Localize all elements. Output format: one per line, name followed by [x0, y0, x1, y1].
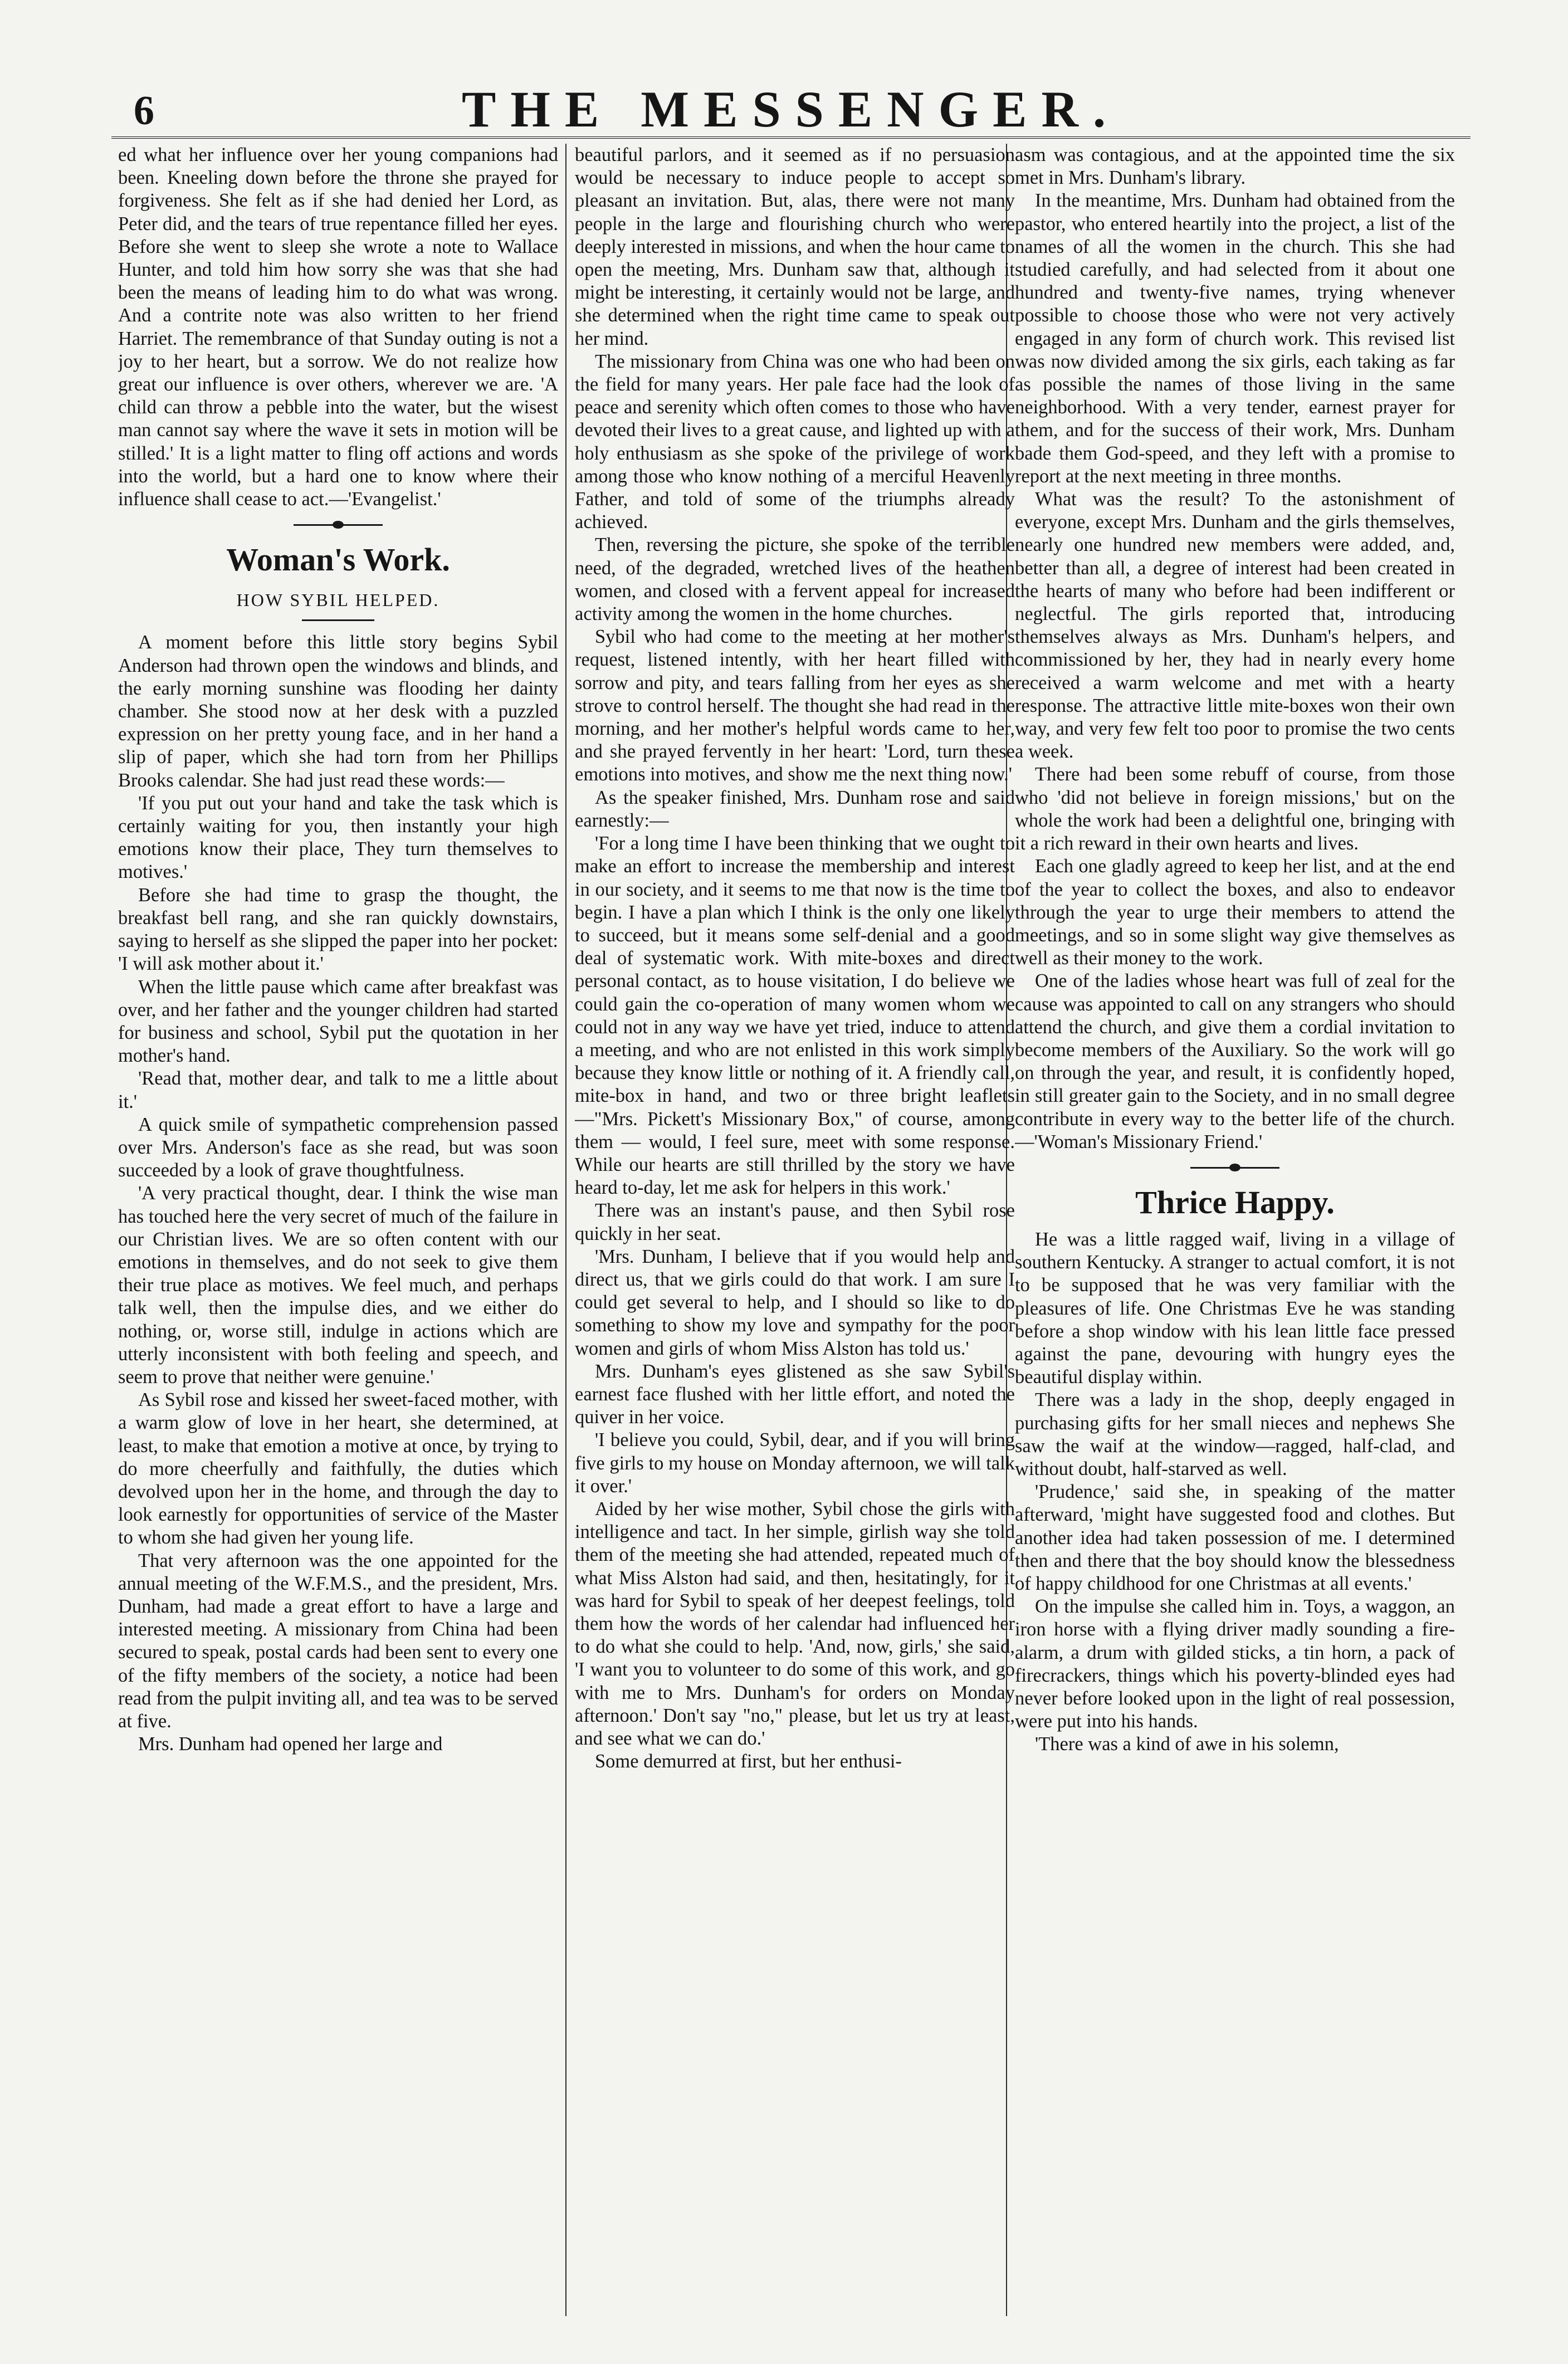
paragraph: When the little pause which came after breakfast was over, and her father and the younger children had started for business and school, Sybil put the quotation in her mother's hand.: [118, 976, 558, 1067]
paragraph: Aided by her wise mother, Sybil chose the girls with intelligence and tact. In her simple, girlish way she told them of the meeting she had attended, repeated much of what Miss Alston had said, and then, hesitatingly, for it was hard for Sybil to speak of her deepest feelings, told them how the words of her calendar had influenced her to do what she could to help. 'And, now, girls,' she said, 'I want you to volunteer to do some of this work, and go with me to Mrs. Dunham's for orders on Monday afternoon.' Don't say "no," please, but let us try at least, and see what we can do.': [575, 1498, 1015, 1750]
story-title: HOW SYBIL HELPED.: [236, 590, 440, 610]
ornamental-divider: [294, 521, 383, 529]
paragraph: What was the result? To the astonishment of everyone, except Mrs. Dunham and the girls themselves, nearly one hundred new members were added, and, better than all, a degree of interest had been created in the hearts of many who before had been indifferent or neglectful. The girls reported that, introducing themselves always as Mrs. Dunham's helpers, and commissioned by her, they had in nearly every home received a warm welcome and met with a hearty response. The attractive little mite-boxes won their own way, and very few felt too poor to promise the two cents a week.: [1015, 489, 1455, 763]
page-number: 6: [134, 88, 154, 134]
newspaper-title: THE MESSENGER.: [462, 81, 1120, 138]
paragraph: 'There was a kind of awe in his solemn,: [1035, 1733, 1339, 1755]
paragraph: There had been some rebuff of course, from those who 'did not believe in foreign missions,' but on the whole the work had been a delightful one, bringing with it a rich reward in their own hearts and lives.: [1015, 764, 1455, 854]
masthead: [111, 75, 1471, 139]
paragraph: He was a little ragged waif, living in a village of southern Kentucky. A stranger to actual comfort, it is not to be supposed that he was very familiar with the pleasures of life. One Christmas Eve he was standing before a shop window with his lean little face pressed against the pane, devouring with hungry eyes the beautiful display within.: [1015, 1228, 1455, 1388]
section-heading: Thrice Happy.: [1135, 1184, 1335, 1220]
paragraph: 'Prudence,' said she, in speaking of the matter afterward, 'might have suggested food and clothes. But another idea had taken possession of me. I determined then and there that the boy should know the blessedness of happy childhood for one Christmas at all events.': [1015, 1481, 1455, 1594]
section-heading: Woman's Work.: [226, 541, 450, 578]
paragraph: As the speaker finished, Mrs. Dunham rose and said earnestly:—: [575, 787, 1015, 831]
paragraph: 'For a long time I have been thinking that we ought to make an effort to increase the membership and interest in our society, and it seems to me that now is the time to begin. I have a plan which I think is the only one likely to succeed, but it means some self-denial and a good deal of systematic work. With mite-boxes and direct personal contact, as to house visitation, I do believe we could gain the co-operation of many women whom we could not in any way we have yet tried, induce to attend a meeting, and who are not enlisted in this work simply because they know little or nothing of it. A friendly call, mite-box in hand, and two or three bright leaflets—"Mrs. Pickett's Missionary Box," of course, among them — would, I feel sure, meet with some response. While our hearts are still thrilled by the story we have heard to-day, let me ask for helpers in this work.': [575, 833, 1015, 1199]
paragraph: asm was contagious, and at the appointed time the six met in Mrs. Dunham's library.: [1015, 144, 1455, 189]
paragraph: ed what her influence over her young companions had been. Kneeling down before the throne she prayed for forgiveness. She felt as if she had denied her Lord, as Peter did, and the tears of true repentance filled her eyes. Before she went to sleep she wrote a note to Wallace Hunter, and told him how sorry she was that she had been the means of leading him to do what was wrong. And a contrite note was also written to her friend Harriet. The remembrance of that Sunday outing is not a joy to her heart, but a sorrow. We do not realize how great our influence is over others, wherever we are. 'A child can throw a pebble into the water, but the wisest man cannot say where the wave it sets in motion will be stilled.' It is a light matter to fling off actions and words into the world, but a hard one to know where their influence shall cease to act.—'Evangelist.': [118, 144, 558, 510]
paragraph: 'A very practical thought, dear. I think the wise man has touched here the very secret of much of the failure in our Christian lives. We are so often content with our emotions in themselves, and do not seek to give them their true place as motives. We feel much, and perhaps talk well, then the impulse dies, and we either do nothing, or, worse still, indulge in actions which are utterly inconsistent with both feeling and speech, and seem to prove that neither were genuine.': [118, 1183, 558, 1388]
paragraph: 'Mrs. Dunham, I believe that if you would help and direct us, that we girls could do that work. I am sure I could get several to help, and I should so like to do something to show my love and sympathy for the poor women and girls of whom Miss Alston has told us.': [575, 1246, 1015, 1359]
paragraph: On the impulse she called him in. Toys, a waggon, an iron horse with a flying driver madly sounding a fire-alarm, a drum with gilded sticks, a tin horn, a pack of firecrackers, things which his poverty-blinded eyes had never before looked upon in the light of real possession, were put into his hands.: [1015, 1596, 1455, 1732]
divider: [302, 619, 374, 621]
paragraph: 'If you put out your hand and take the task which is certainly waiting for you, then instantly your high emotions know their place, They turn themselves to motives.': [118, 792, 558, 883]
paragraph: Then, reversing the picture, she spoke of the terrible need, of the degraded, wretched lives of the heathen women, and closed with a fervent appeal for increased activity among the women in the home churches.: [575, 534, 1015, 625]
paragraph: Each one gladly agreed to keep her list, and at the end of the year to collect the boxes, and also to endeavor through the year to urge their members to attend the meetings, and so in some slight way give themselves as well as their money to the work.: [1015, 856, 1455, 969]
ornamental-divider: [1190, 1164, 1279, 1171]
paragraph: There was a lady in the shop, deeply engaged in purchasing gifts for her small nieces and nephews She saw the waif at the window—ragged, half-clad, and without doubt, half-starved as well.: [1015, 1389, 1455, 1479]
paragraph: Sybil who had come to the meeting at her mother's request, listened intently, with her heart filled with sorrow and pity, and tears falling from her eyes as she strove to control herself. The thought she had read in the morning, and her mother's helpful words came to her, and she prayed fervently in her heart: 'Lord, turn these emotions into motives, and show me the next thing now.': [575, 626, 1015, 785]
paragraph: One of the ladies whose heart was full of zeal for the cause was appointed to call on any strangers who should attend the church, and give them a cordial invitation to become members of the Auxiliary. So the work will go on through the year, and result, it is confidently hoped, in still greater gain to the Society, and in no small degree contribute in every way to the better life of the church.—'Woman's Missionary Friend.': [1015, 970, 1455, 1152]
paragraph: A moment before this little story begins Sybil Anderson had thrown open the windows and blinds, and the early morning sunshine was flooding her dainty chamber. She stood now at her desk with a puzzled expression on her pretty young face, and in her hand a slip of paper, which she had torn from her Phillips Brooks calendar. She had just read these words:—: [118, 632, 558, 791]
column-1: [118, 144, 558, 2316]
column-2: [575, 144, 1015, 2316]
paragraph: The missionary from China was one who had been on the field for many years. Her pale face had the look of peace and serenity which often comes to those who have devoted their lives to a great cause, and lighted up with a holy enthusiasm as she spoke of the privilege of work among those who know nothing of a merciful Heavenly Father, and told of some of the triumphs already achieved.: [575, 350, 1015, 533]
paragraph: In the meantime, Mrs. Dunham had obtained from the pastor, who entered heartily into the project, a list of the names of all the women in the church. This she had studied carefully, and had selected from it about one hundred and twenty-five names, trying whenever possible to choose those who were not very actively engaged in any form of church work. This revised list was now divided among the six girls, each taking as far as possible the names of those living in the same neighborhood. With a very tender, earnest prayer for them, and for the success of their work, Mrs. Dunham bade them God-speed, and they left with a promise to report at the next meeting in three months.: [1015, 190, 1455, 487]
paragraph: 'Read that, mother dear, and talk to me a little about it.': [118, 1068, 558, 1112]
paragraph: Some demurred at first, but her enthusi-: [595, 1751, 902, 1772]
paragraph: A quick smile of sympathetic comprehension passed over Mrs. Anderson's face as she read, but was soon succeeded by a look of grave thoughtfulness.: [118, 1113, 558, 1181]
paragraph: beautiful parlors, and it seemed as if no persuasion would be necessary to induce people to accept so pleasant an invitation. But, alas, there were not many people in the large and flourishing church who were deeply interested in missions, and when the hour came to open the meeting, Mrs. Dunham saw that, although it might be interesting, it certainly would not be large, and she determined when the right time came to speak out her mind.: [575, 144, 1015, 349]
paragraph: Mrs. Dunham had opened her large and: [138, 1733, 443, 1755]
column-rule: [565, 144, 566, 2316]
paragraph: As Sybil rose and kissed her sweet-faced mother, with a warm glow of love in her heart, she determined, at least, to make that emotion a motive at once, by trying to do more cheerfully and faithfully, the duties which devolved upon her in the home, and through the day to look earnestly for opportunities of service of the Master to whom she had given her young life.: [118, 1389, 558, 1549]
paragraph: There was an instant's pause, and then Sybil rose quickly in her seat.: [575, 1200, 1015, 1244]
paragraph: Before she had time to grasp the thought, the breakfast bell rang, and she ran quickly downstairs, saying to herself as she slipped the paper into her pocket: 'I will ask mother about it.': [118, 884, 558, 975]
column-3: [1015, 144, 1455, 2316]
paragraph: 'I believe you could, Sybil, dear, and if you will bring five girls to my house on Monday afternoon, we will talk it over.': [575, 1429, 1015, 1497]
paragraph: Mrs. Dunham's eyes glistened as she saw Sybil's earnest face flushed with her little effort, and noted the quiver in her voice.: [575, 1360, 1015, 1428]
paragraph: That very afternoon was the one appointed for the annual meeting of the W.F.M.S., and the president, Mrs. Dunham, had made a great effort to have a large and interested meeting. A missionary from China had been secured to speak, postal cards had been sent to every one of the fifty members of the society, a notice had been read from the pulpit inviting all, and tea was to be served at five.: [118, 1550, 558, 1732]
